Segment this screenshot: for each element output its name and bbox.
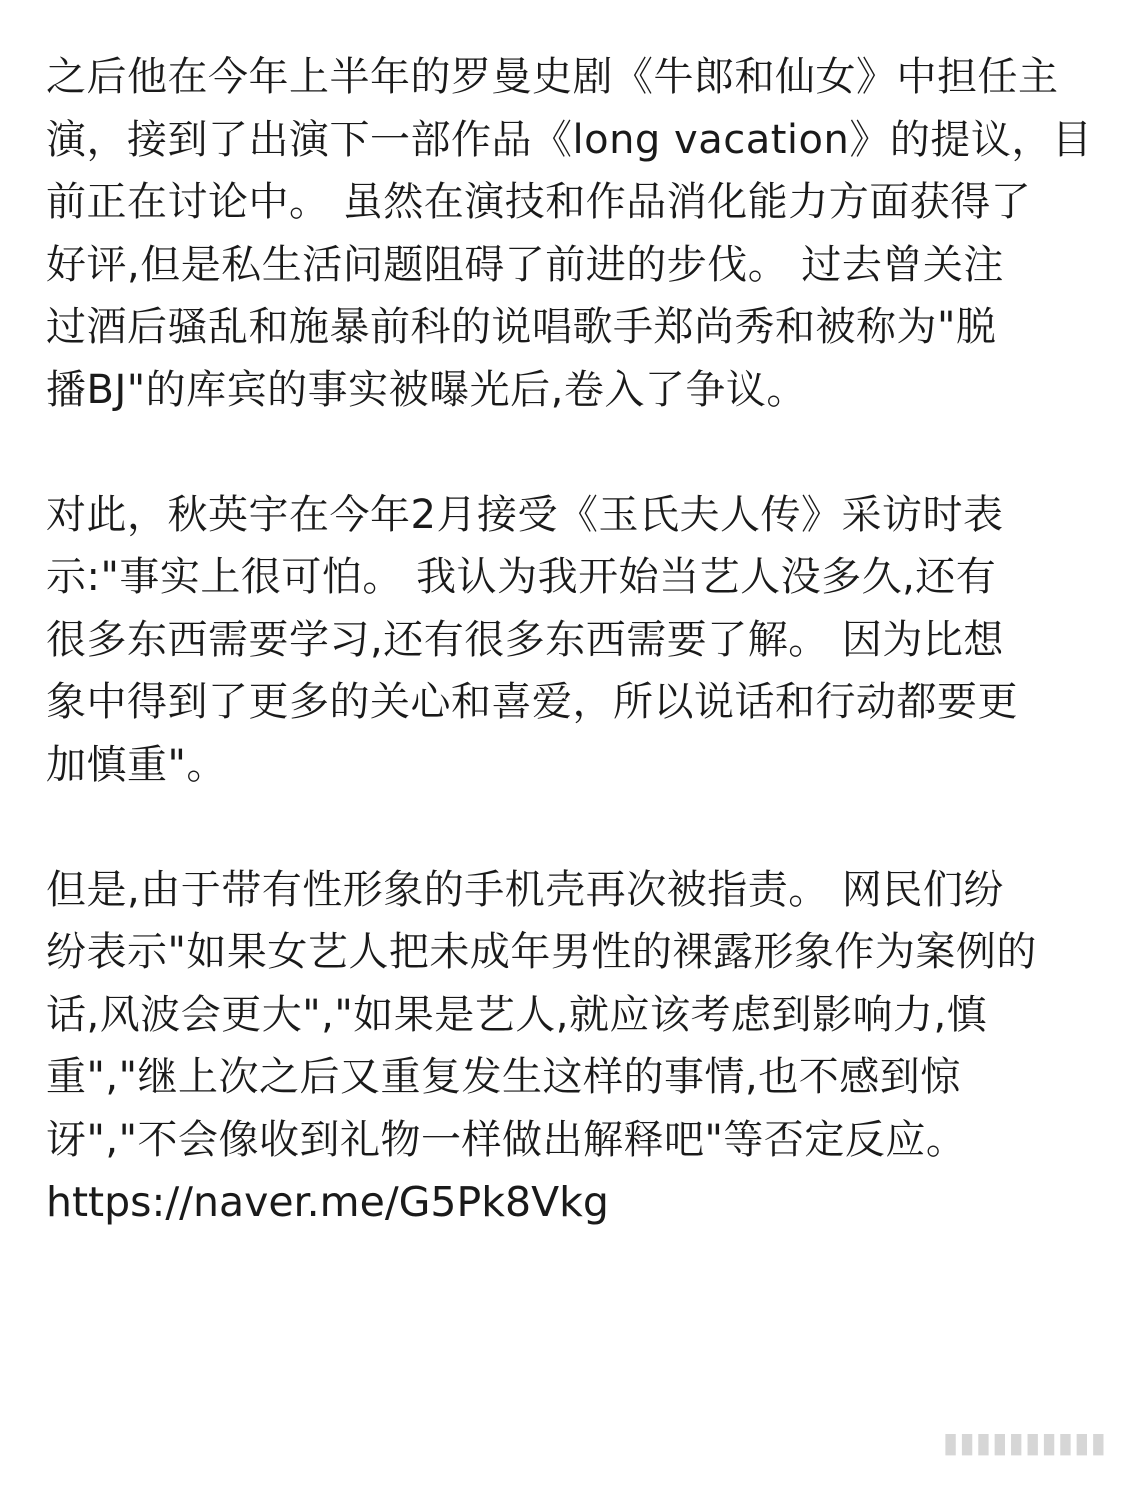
text-line: 播BJ"的库宾的事实被曝光后,卷入了争议。	[46, 366, 807, 413]
text-line: 重","继上次之后又重复发生这样的事情,也不感到惊	[46, 1054, 961, 1100]
text-line: 但是,由于带有性形象的手机壳再次被指责。 网民们纷	[46, 866, 1004, 913]
text-line: 很多东西需要学习,还有很多东西需要了解。 因为比想	[46, 616, 1004, 663]
text-line: 对此，秋英宇在今年2月接受《玉氏夫人传》采访时表	[46, 491, 1004, 538]
text-line: 纷表示"如果女艺人把未成年男性的裸露形象作为案例的	[46, 929, 1037, 975]
text-line: 过酒后骚乱和施暴前科的说唱歌手郑尚秀和被称为"脱	[46, 304, 997, 350]
text-line: 好评,但是私生活问题阻碍了前进的步伐。 过去曾关注	[46, 241, 1004, 288]
text-line: 之后他在今年上半年的罗曼史剧《牛郎和仙女》中担任主	[46, 54, 1059, 100]
text-line: 话,风波会更大","如果是艺人,就应该考虑到影响力,慎	[46, 991, 988, 1038]
paragraph-2	[46, 484, 1086, 797]
source-link[interactable]: https://naver.me/G5Pk8Vkg	[46, 1178, 609, 1226]
text-line: 加慎重"。	[46, 741, 227, 788]
paragraph-1	[46, 46, 1093, 421]
text-line: 示:"事实上很可怕。 我认为我开始当艺人没多久,还有	[46, 554, 997, 600]
text-line: 象中得到了更多的关心和喜爱，所以说话和行动都要更	[46, 679, 1018, 725]
paragraph-3	[46, 859, 1086, 1172]
text-line: 讶","不会像收到礼物一样做出解释吧"等否定反应。	[46, 1116, 967, 1163]
text-line: 演，接到了出演下一部作品《long vacation》的提议，目	[46, 116, 1093, 163]
paragraph-gap	[46, 421, 1086, 484]
article-body	[46, 46, 1093, 1234]
paragraph-gap	[46, 796, 1086, 859]
text-line: 前正在讨论中。 虽然在演技和作品消化能力方面获得了	[46, 179, 1032, 225]
watermark: ▮▮▮▮▮▮▮▮▮▮	[942, 1426, 1107, 1459]
